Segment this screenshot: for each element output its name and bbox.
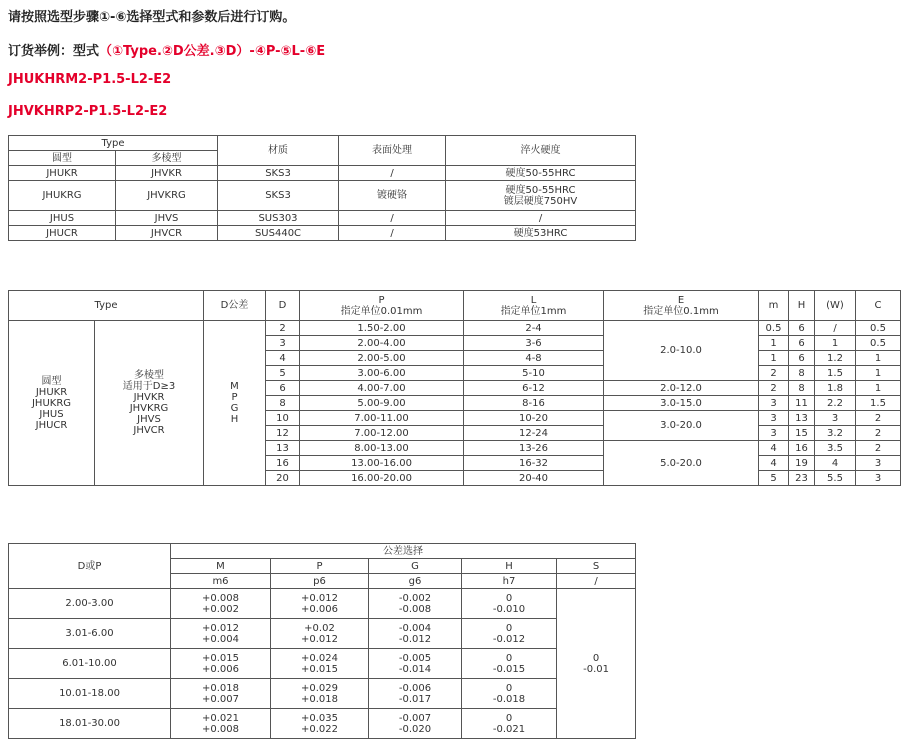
round-type-header: 圆型 (9, 151, 116, 166)
order-example-heading: 订货举例：型式（①Type.②D公差.③D）-④P-⑤L-⑥E (8, 44, 326, 59)
table-row: JHUCR JHVCR SUS440C / 硬度53HRC (9, 226, 636, 241)
round-type-cell: 圆型 JHUKR JHUKRG JHUS JHUCR (9, 321, 95, 486)
table-row: 10 7.00-11.00 10-20 3.0-20.0 3 13 3 2 (9, 411, 901, 426)
table-row: 2.00-3.00 +0.008 +0.002 +0.012 +0.006 -0.002 -0.008 0 -0.010 0 -0.01 (9, 589, 636, 619)
d-header: D (266, 291, 300, 321)
hardness-header: 淬火硬度 (446, 136, 636, 166)
s-tolerance-cell: 0 -0.01 (557, 589, 636, 739)
table-row: 3 2.00-4.00 3-6 1 6 1 0.5 (9, 336, 901, 351)
table-row: 13 8.00-13.00 13-26 5.0-20.0 4 16 3.5 2 (9, 441, 901, 456)
table-row: 12 7.00-12.00 12-24 3 15 3.2 2 (9, 426, 901, 441)
w-header: (W) (815, 291, 856, 321)
table-row: 圆型 JHUKR JHUKRG JHUS JHUCR 多棱型 适用于D≥3 JHVKR JHVKRG JHVS JHVCR M P G H 2 1.50-2.00 2-4 2.0-10.0 0.5 6 / 0.5 (9, 321, 901, 336)
c-header: C (856, 291, 901, 321)
table-row: JHUKRG JHVKRG SKS3 镀硬铬 硬度50-55HRC 镀层硬度750HV (9, 181, 636, 211)
table-row: 6 4.00-7.00 6-12 2.0-12.0 2 8 1.8 1 (9, 381, 901, 396)
table-row: 8 5.00-9.00 8-16 3.0-15.0 3 11 2.2 1.5 (9, 396, 901, 411)
m-header: m (759, 291, 789, 321)
poly-type-header: 多棱型 (116, 151, 218, 166)
l-header: L 指定单位1mm (464, 291, 604, 321)
table-row: 5 3.00-6.00 5-10 2 8 1.5 1 (9, 366, 901, 381)
order-example-2: JHVKHRP2-P1.5-L2-E2 (8, 104, 168, 119)
order-example-1: JHUKHRM2-P1.5-L2-E2 (8, 72, 172, 87)
table-row: 20 16.00-20.00 20-40 5 23 5.5 3 (9, 471, 901, 486)
poly-type-cell: 多棱型 适用于D≥3 JHVKR JHVKRG JHVS JHVCR (95, 321, 204, 486)
table-row: 18.01-30.00 +0.021 +0.008 +0.035 +0.022 -0.007 -0.020 0 -0.021 (9, 709, 636, 739)
p-header: P 指定单位0.01mm (300, 291, 464, 321)
tolerance-cell: M P G H (204, 321, 266, 486)
e-header: E 指定单位0.1mm (604, 291, 759, 321)
instruction-text: 请按照选型步骤①-⑥选择型式和参数后进行订购。 (8, 10, 296, 25)
table-row: JHUS JHVS SUS303 / / (9, 211, 636, 226)
type-header: Type (9, 136, 218, 151)
table-row: 16 13.00-16.00 16-32 4 19 4 3 (9, 456, 901, 471)
table-row: 6.01-10.00 +0.015 +0.006 +0.024 +0.015 -0.005 -0.014 0 -0.015 (9, 649, 636, 679)
material-header: 材质 (218, 136, 339, 166)
table-row: 10.01-18.00 +0.018 +0.007 +0.029 +0.018 -0.006 -0.017 0 -0.018 (9, 679, 636, 709)
d-or-p-header: D或P (9, 544, 171, 589)
material-table (8, 135, 636, 241)
h-header: H (789, 291, 815, 321)
type-header: Type (9, 291, 204, 321)
dimension-table (8, 290, 901, 486)
dtol-header: D公差 (204, 291, 266, 321)
tolerance-table: D或P 公差选择 M P G H S m6 p6 g6 h7 / 2.00-3.00 +0.008 +0.002 +0.012 +0.006 -0.002 -0.008 0 -0.010 0 -0.01 3.01-6.00 +0.012 +0.004 +0.02 +0.012 -0.004 -0.012 0 -0.012 6.01-10.00 +0.015 +0.006 +0.024 +0.015 -0.005 -0.014 0 -0.015 10.01-18.00 +0.018 +0.007 +0.029 +0.018 -0.006 -0.017 0 -0.018 18.01-30.00 +0.021 +0.008 +0.035 +0.022 -0.007 -0.020 0 -0.021 (8, 543, 636, 739)
table-row: 3.01-6.00 +0.012 +0.004 +0.02 +0.012 -0.004 -0.012 0 -0.012 (9, 619, 636, 649)
surface-header: 表面处理 (339, 136, 446, 166)
table-row: 4 2.00-5.00 4-8 1 6 1.2 1 (9, 351, 901, 366)
tolerance-group-header: 公差选择 (171, 544, 636, 559)
table-row: JHUKR JHVKR SKS3 / 硬度50-55HRC (9, 166, 636, 181)
